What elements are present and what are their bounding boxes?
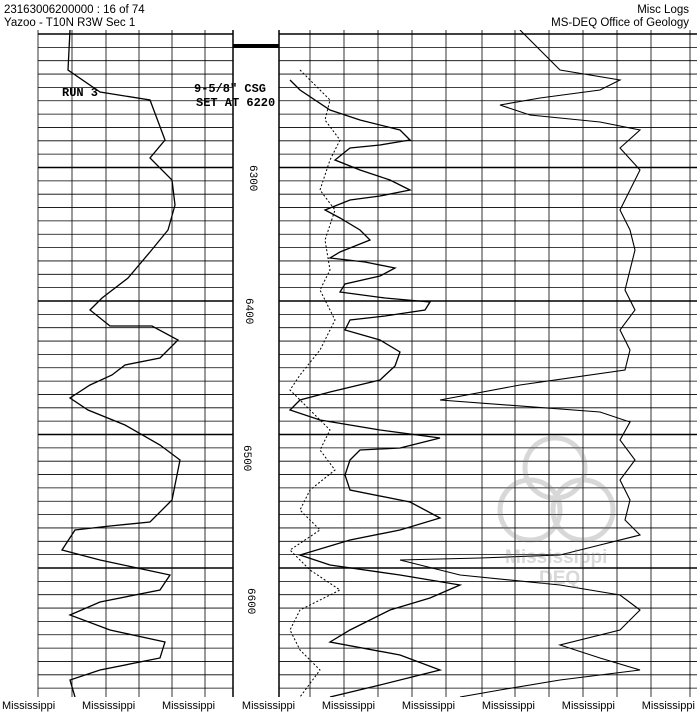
location-line: Yazoo - T10N R3W Sec 1	[4, 17, 136, 29]
footer-label: Mississippi	[561, 700, 615, 712]
footer-label: Mississippi	[641, 700, 695, 712]
footer-label: Mississippi	[2, 700, 56, 712]
resistivity-curve-1	[290, 80, 460, 697]
agency-name: MS-DEQ Office of Geology	[551, 17, 689, 29]
conductivity-curve-dotted	[290, 70, 340, 697]
sp-curve	[62, 30, 180, 697]
depth-label-6500: 6500	[240, 445, 252, 472]
depth-label-6600: 6600	[244, 588, 256, 615]
depth-track	[233, 30, 279, 697]
footer-watermark-strip	[0, 697, 697, 715]
log-curves	[62, 30, 640, 697]
watermark-seal-top	[525, 438, 585, 498]
mdeq-watermark	[495, 430, 650, 590]
header-left	[4, 4, 145, 30]
footer-label: Mississippi	[81, 700, 136, 712]
casing-marker	[233, 44, 279, 48]
resistivity-curve-2	[400, 30, 640, 697]
well-log-scan	[0, 30, 697, 697]
watermark-line-1: Mississippi	[505, 547, 608, 568]
run-label: RUN 3	[62, 86, 99, 100]
doc-type: Misc Logs	[637, 4, 689, 16]
log-grid	[38, 30, 697, 697]
watermark-line-2: DEQ	[539, 568, 581, 589]
record-line: 23163006200000 : 16 of 74	[4, 4, 145, 16]
casing-line-1: 9-5/8" CSG	[194, 82, 267, 96]
casing-line-2: SET AT 6220	[196, 96, 276, 110]
header-right	[551, 4, 689, 30]
footer-label: Mississippi	[481, 700, 535, 712]
footer-label: Mississippi	[161, 700, 216, 712]
depth-label-6400: 6400	[242, 298, 254, 325]
footer-label: Mississippi	[401, 700, 456, 712]
footer-label: Mississippi	[241, 700, 296, 712]
depth-label-6300: 6300	[246, 165, 258, 192]
footer-label: Mississippi	[321, 700, 376, 712]
